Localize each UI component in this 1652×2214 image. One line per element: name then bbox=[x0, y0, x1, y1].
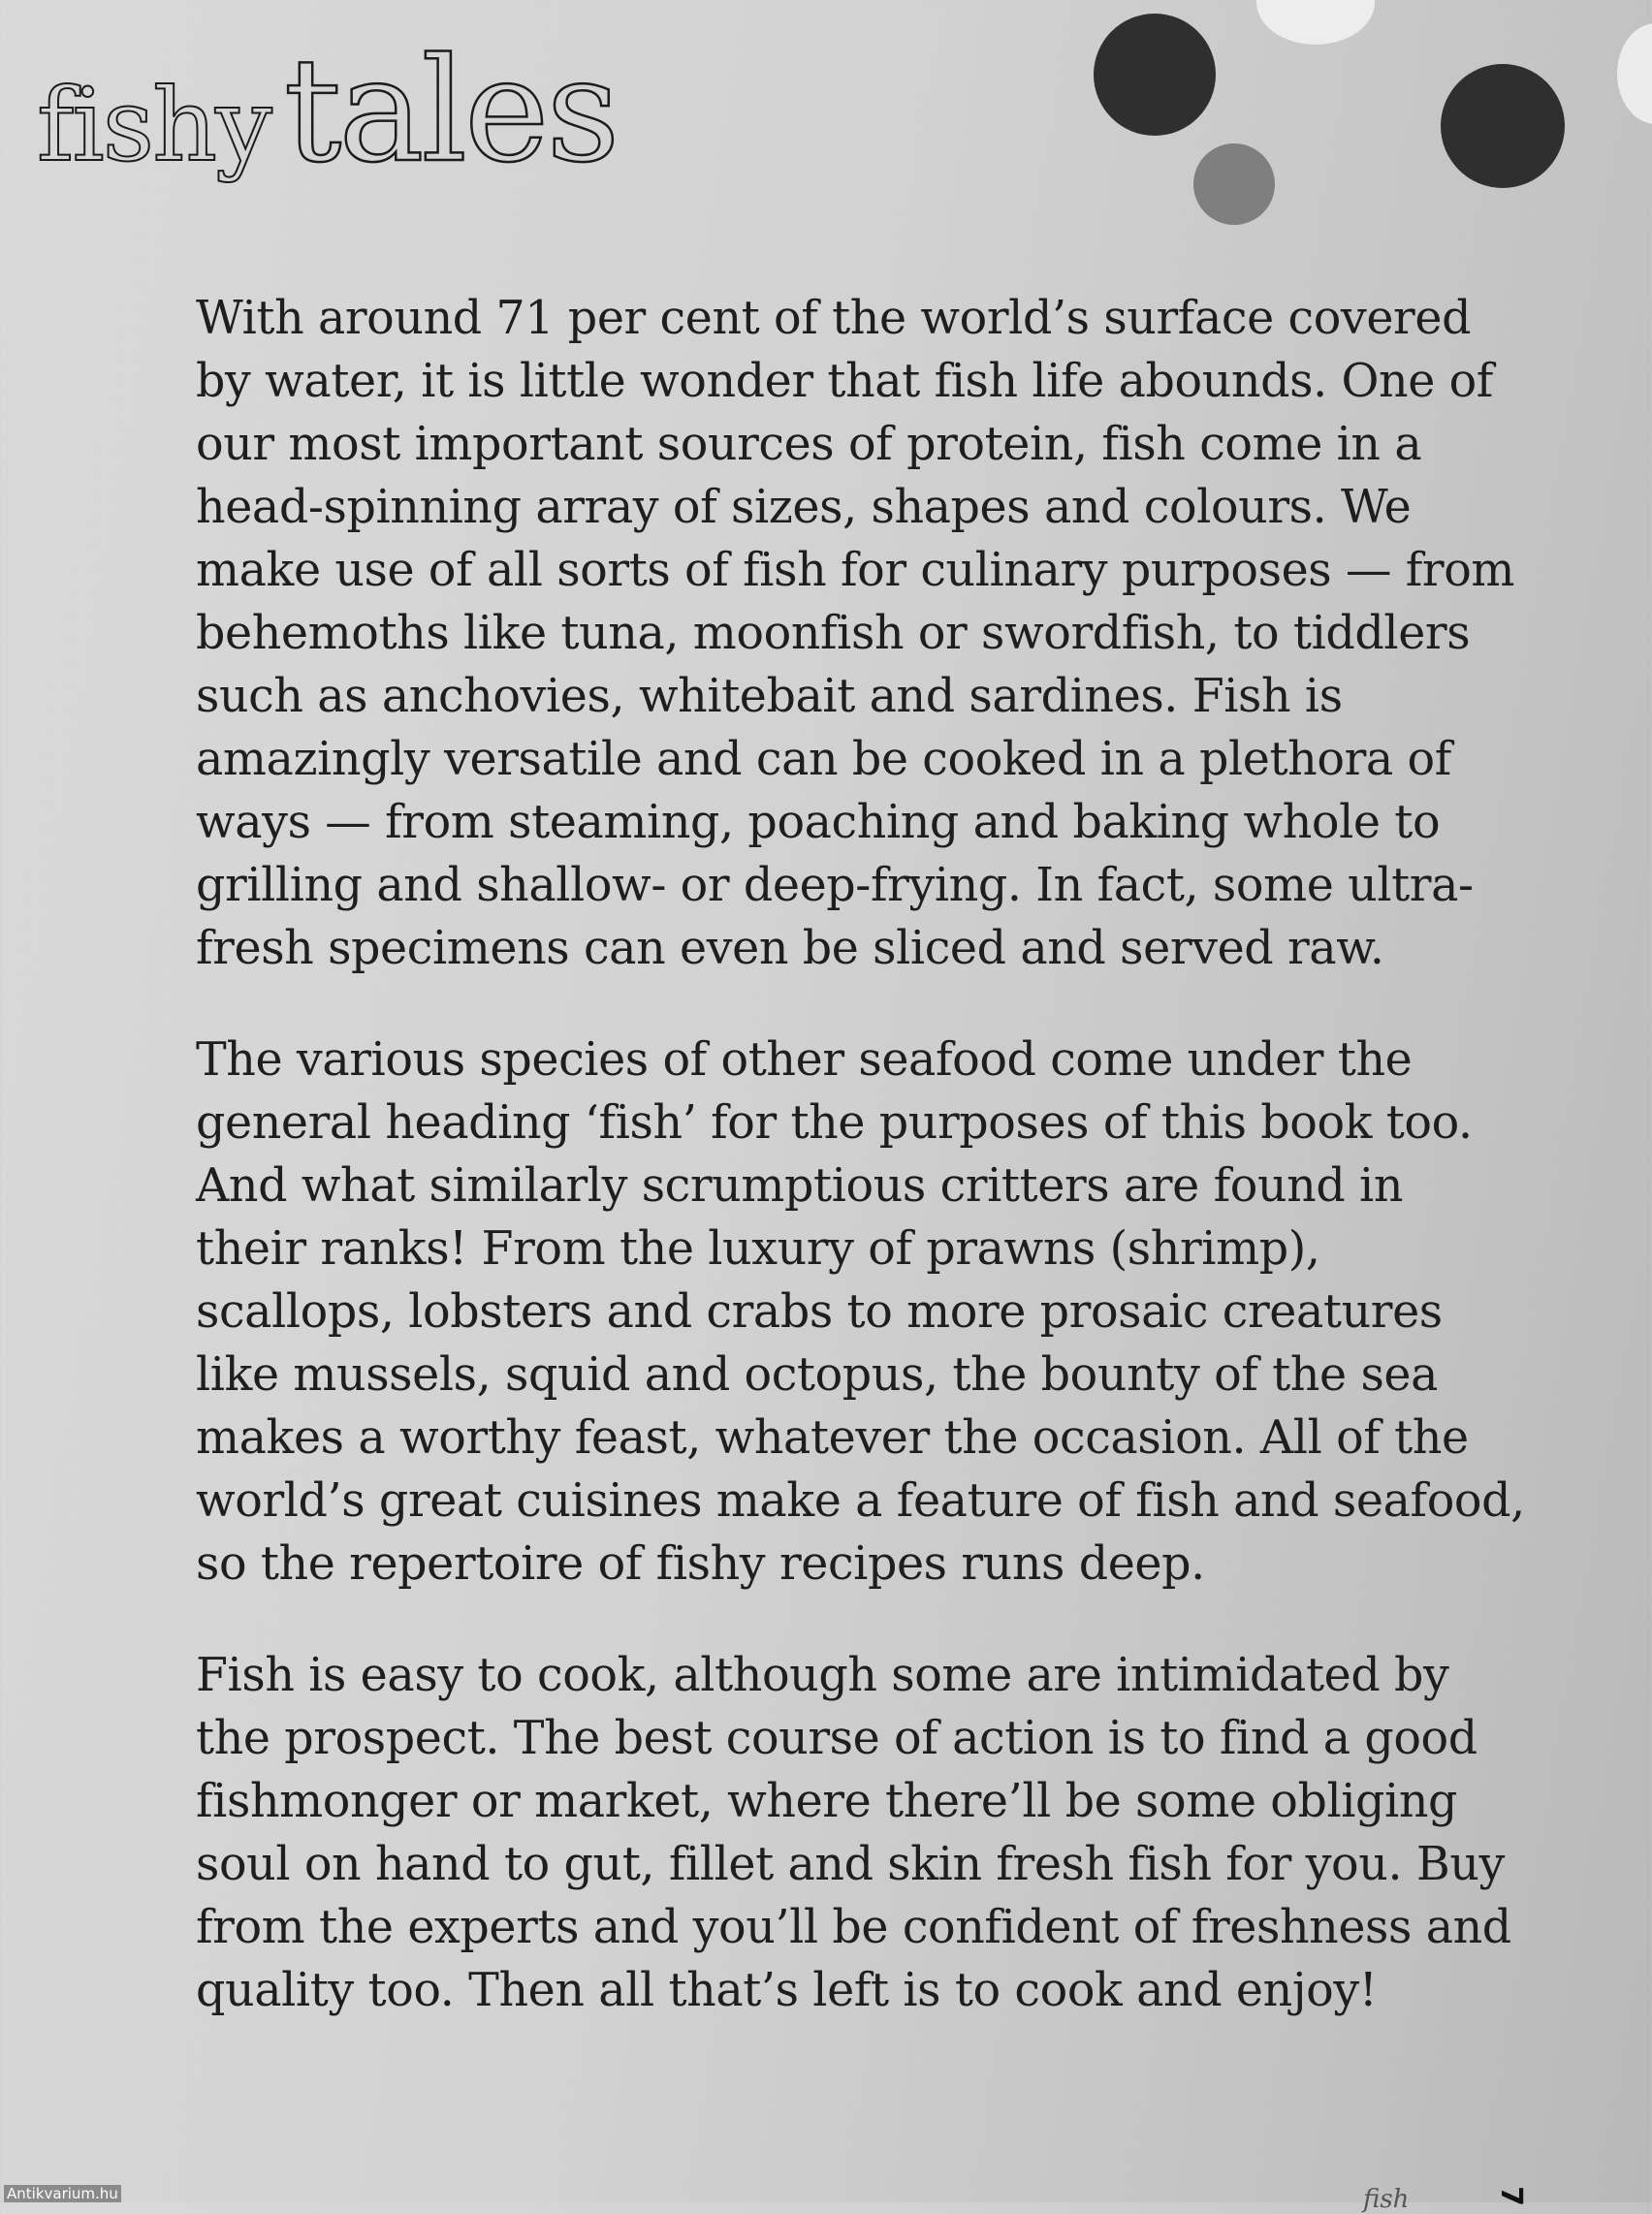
page-number: 7 bbox=[1493, 2186, 1528, 2206]
title-word-tales: tales bbox=[283, 27, 618, 194]
decorative-dot-dark-right bbox=[1441, 64, 1565, 188]
paragraph-seafood: The various species of other seafood come under the general heading ‘fish’ for the purposes of this book too. And what similarly scrumptious critters are found in their ranks! From the luxury of prawns (shrimp), scallops, lobsters and crabs to more prosaic creatures like mussels, squid and octopus, the bounty of the sea makes a worthy feast, whatever the occasion. All of the world’s great cuisines make a feature of fish and seafood, so the repertoire of fishy recipes runs deep. bbox=[196, 1033, 1525, 1591]
page-title bbox=[37, 27, 618, 194]
paragraph-intro: With around 71 per cent of the world’s surface covered by water, it is little wonder that fish life abounds. One of our most important sources of protein, fish come in a head-spinning array of sizes, shapes and colours. We make use of all sorts of fish for culinary purposes — from behemoths like tuna, moonfish or swordfish, to tiddlers such as anchovies, whitebait and sardines. Fish is amazingly versatile and can be cooked in a plethora of ways — from steaming, poaching and baking whole to grilling and shallow- or deep-frying. In fact, some ultra-fresh specimens can even be sliced and served raw. bbox=[196, 292, 1515, 975]
title-word-fishy: fishy bbox=[37, 66, 270, 184]
body-text bbox=[196, 287, 1526, 2071]
running-footer-label: fish bbox=[1363, 2185, 1410, 2214]
decorative-dot-light-top bbox=[1256, 0, 1375, 45]
decorative-dot-grey-small bbox=[1193, 143, 1275, 225]
decorative-dot-dark-large bbox=[1094, 14, 1216, 136]
decorative-dot-light-edge bbox=[1617, 23, 1652, 124]
watermark: Antikvarium.hu bbox=[4, 2185, 121, 2202]
paragraph-cooking: Fish is easy to cook, although some are intimidated by the prospect. The best course of action is to find a good fishmonger or market, where there’ll be some obliging soul on hand to gut, fillet and skin fresh fish for you. Buy from the experts and you’ll be confident of freshness and quality too. Then all that’s left is to cook and enjoy! bbox=[196, 1649, 1511, 2017]
